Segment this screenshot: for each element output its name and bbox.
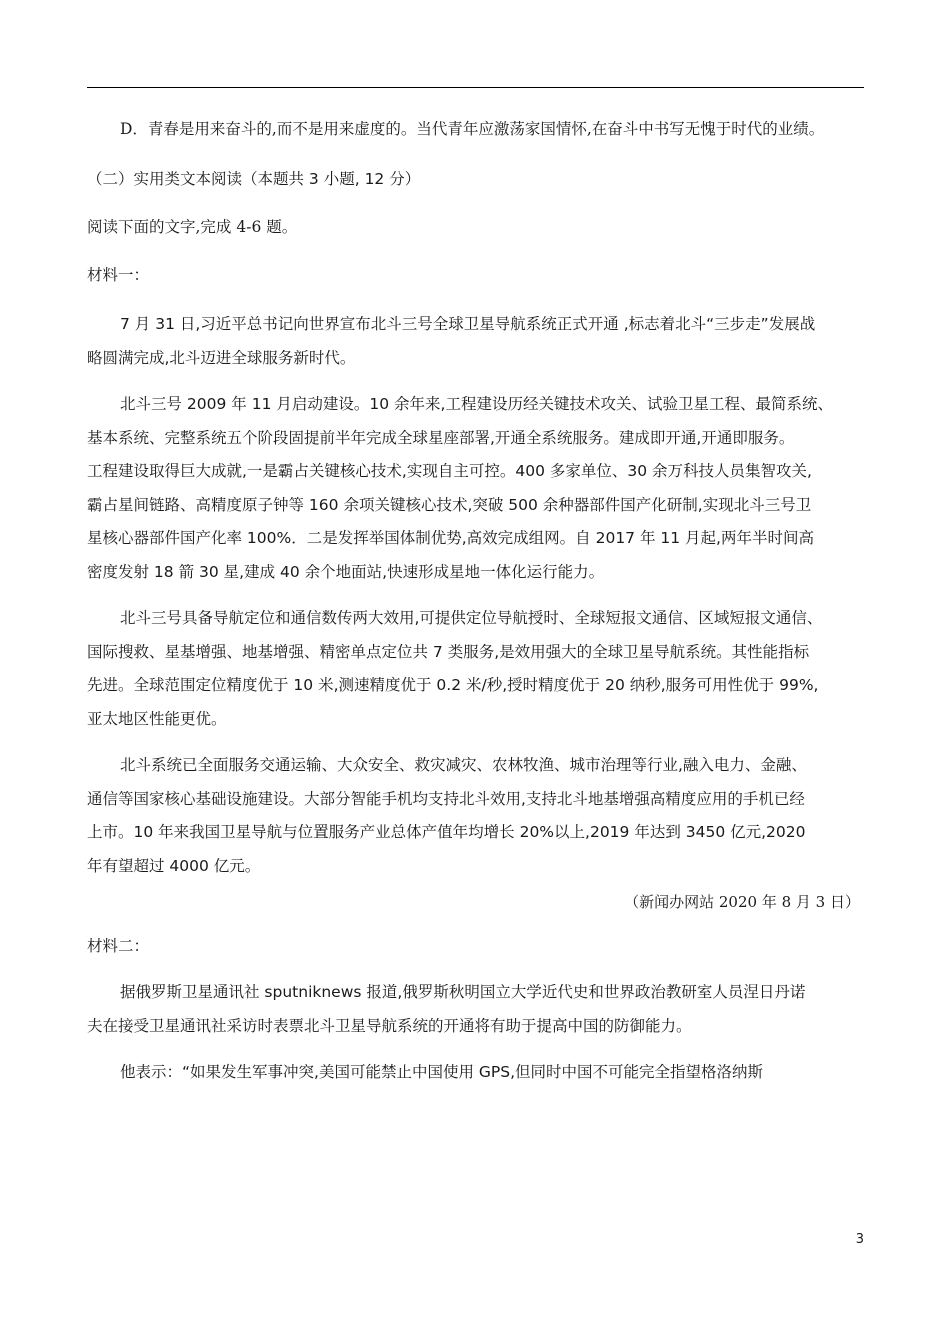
instruction: 阅读下面的文字,完成 4-6 题。 bbox=[87, 218, 298, 236]
paragraph-line: 通信等国家核心基础设施建设。大部分智能手机均支持北斗效用,支持北斗地基增强高精度应用的手机已经 bbox=[87, 789, 805, 808]
material-one-source: （新闻办网站 2020 年 8 月 3 日） bbox=[624, 893, 860, 911]
material-two-label: 材料二： bbox=[87, 937, 150, 955]
page-number: 3 bbox=[855, 1232, 864, 1247]
paragraph-line: 国际搜救、星基增强、地基增强、精密单点定位共 7 类服务,是效用强大的全球卫星导航系统。其性能指标 bbox=[87, 642, 810, 661]
material-one-paragraph bbox=[87, 388, 864, 589]
paragraph-line: 先进。全球范围定位精度优于 10 米,测速精度优于 0.2 米/秒,授时精度优于 20 纳秒,服务可用性优于 99%, bbox=[87, 676, 819, 694]
paragraph-line: 霸占星间链路、高精度原子钟等 160 余项关键核心技术,突破 500 余种器部件国产化研制,实现北斗三号卫 bbox=[87, 495, 812, 514]
paragraph-line: 北斗三号 2009 年 11 月启动建设。10 余年来,工程建设历经关键技术攻关、试验卫星工程、最简系统、 bbox=[120, 395, 833, 413]
material-two-paragraph bbox=[87, 1056, 864, 1090]
paragraph-line: 夫在接受卫星通讯社采访时表票北斗卫星导航系统的开通将有助于提高中国的防御能力。 bbox=[87, 1016, 692, 1035]
paragraph-line: 7 月 31 日,习近平总书记向世界宣布北斗三号全球卫星导航系统正式开通 ,标志着北斗“三步走”发展战 bbox=[120, 315, 816, 333]
paragraph-line: 略圆满完成,北斗迈进全球服务新时代。 bbox=[87, 348, 356, 367]
paragraph-line: 北斗三号具备导航定位和通信数传两大效用,可提供定位导航授时、全球短报文通信、区域短报文通信、 bbox=[120, 609, 823, 627]
paragraph-line: 据俄罗斯卫星通讯社 sputniknews 报道,俄罗斯秋明国立大学近代史和世界政治教研室人员涅日丹诺 bbox=[120, 983, 806, 1001]
material-one-label: 材料一： bbox=[87, 266, 150, 284]
document-body bbox=[87, 118, 864, 1090]
header-rule bbox=[87, 87, 864, 88]
paragraph-line: 北斗系统已全面服务交通运输、大众安全、救灾减灾、农林牧渔、城市治理等行业,融入电力、金融、 bbox=[120, 756, 807, 774]
paragraph-line: 工程建设取得巨大成就,一是霸占关键核心技术,实现自主可控。400 多家单位、30 余万科技人员集智攻关, bbox=[87, 462, 812, 480]
material-two-paragraph bbox=[87, 976, 864, 1043]
paragraph-line: 基本系统、完整系统五个阶段固提前半年完成全球星座部署,开通全系统服务。建成即开通,开通即服务。 bbox=[87, 428, 795, 447]
material-one-paragraph bbox=[87, 602, 864, 736]
paragraph-line: 年有望超过 4000 亿元。 bbox=[87, 856, 261, 875]
paragraph-line: 亚太地区性能更优。 bbox=[87, 709, 227, 728]
option-d: D．青春是用来奋斗的,而不是用来虚度的。当代青年应激荡家国情怀,在奋斗中书写无愧于时代的业绩。 bbox=[120, 120, 825, 138]
paragraph-line: 密度发射 18 箭 30 星,建成 40 余个地面站,快速形成星地一体化运行能力。 bbox=[87, 562, 605, 581]
material-one-paragraph bbox=[87, 308, 864, 375]
paragraph-line: 上市。10 年来我国卫星导航与位置服务产业总体产值年均增长 20%以上,2019 年达到 3450 亿元,2020 bbox=[87, 823, 806, 841]
paragraph-line: 他表示：“如果发生军事冲突,美国可能禁止中国使用 GPS,但同时中国不可能完全指望格洛纳斯 bbox=[120, 1063, 764, 1081]
section-title: （二）实用类文本阅读（本题共 3 小题, 12 分） bbox=[87, 170, 421, 188]
paragraph-line: 星核心器部件国产化率 100%．二是发挥举国体制优势,高效完成组网。自 2017 年 11 月起,两年半时间高 bbox=[87, 529, 814, 547]
material-one-paragraph bbox=[87, 749, 864, 883]
